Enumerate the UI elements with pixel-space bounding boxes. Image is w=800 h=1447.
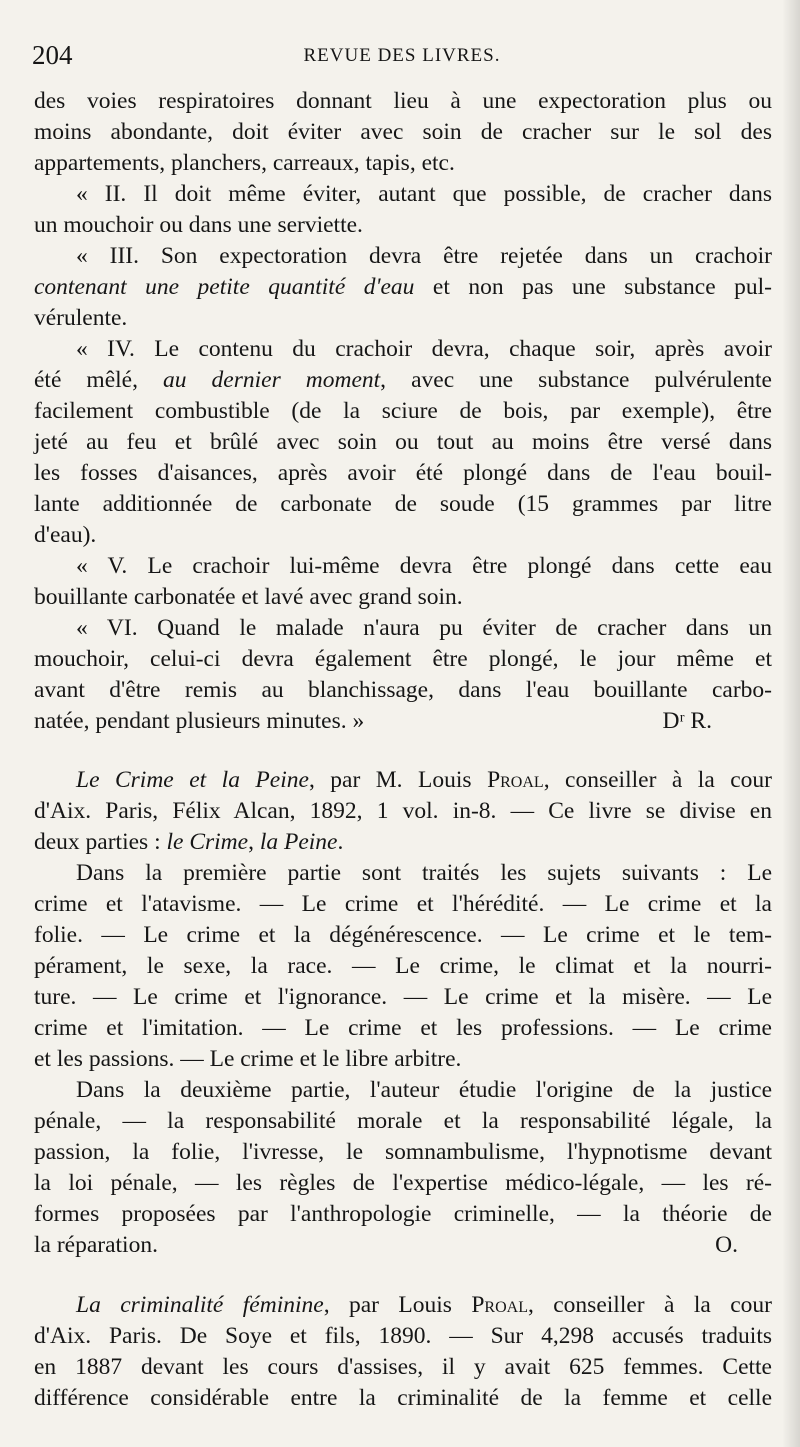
italic-phrase: la Peine: [259, 829, 338, 855]
text-line: formes proposées par l'anthropologie criminelle, — la théorie de: [34, 1201, 772, 1227]
text-span: la réparation.: [34, 1232, 158, 1258]
text-span: , par M. Louis: [308, 767, 488, 793]
text-span: , conseiller à la cour: [527, 1292, 772, 1318]
text-line: « IV. Le contenu du crachoir devra, chaque soir, après avoir: [76, 336, 772, 362]
text-line: [34, 365, 772, 396]
text-line: « II. Il doit même éviter, autant que possible, de cracher dans: [76, 181, 772, 207]
author-signature: Dʳ R.: [662, 708, 712, 734]
text-line: d'eau).: [34, 522, 97, 548]
text-line: en 1887 devant les cours d'assises, il y avait 625 femmes. Cette: [34, 1354, 772, 1380]
text-span: ,: [248, 829, 260, 855]
text-line: Dans la première partie sont traités les sujets suivants : Le: [76, 860, 772, 886]
text-span: .: [337, 829, 344, 855]
text-line: mouchoir, celui-ci devra également être plongé, le jour même et: [34, 646, 772, 672]
text-line: ture. — Le crime et l'ignorance. — Le crime et la misère. — Le: [34, 984, 772, 1010]
text-line: des voies respiratoires donnant lieu à une expectoration plus ou: [34, 88, 772, 114]
text-line: bouillante carbonatée et lavé avec grand soin.: [34, 584, 463, 610]
text-line: différence considérable entre la criminalité de la femme et celle: [34, 1385, 772, 1411]
text-line: crime et l'imitation. — Le crime et les professions. — Le crime: [34, 1015, 772, 1041]
text-line: pénale, — la responsabilité morale et la responsabilité légale, la: [34, 1108, 772, 1134]
italic-phrase: au dernier moment: [163, 367, 381, 393]
text-line: « V. Le crachoir lui-même devra être plongé dans cette eau: [76, 553, 772, 579]
text-line: « VI. Quand le malade n'aura pu éviter de cracher dans un: [76, 615, 772, 641]
book-title: Le Crime et la Peine: [76, 767, 309, 793]
italic-phrase: le Crime: [166, 829, 249, 855]
text-line: [34, 1230, 772, 1261]
text-line: avant d'être remis au blanchissage, dans l'eau bouillante carbo-: [34, 677, 772, 703]
text-line: [34, 272, 772, 303]
page-edge-shadow: [782, 0, 800, 1447]
author-name: Proal: [471, 1292, 528, 1318]
text-line: [34, 706, 772, 737]
text-line: lante additionnée de carbonate de soude (15 grammes par litre: [34, 491, 772, 517]
text-line: [34, 827, 772, 858]
review-heading-line: [76, 1290, 772, 1321]
text-line: appartements, planchers, carreaux, tapis, etc.: [34, 150, 455, 176]
text-line: vérulente.: [34, 305, 128, 331]
text-line: la loi pénale, — les règles de l'expertise médico-légale, — les ré-: [34, 1170, 772, 1196]
page-header: [32, 40, 772, 76]
text-line: Dans la deuxième partie, l'auteur étudie l'origine de la justice: [76, 1077, 772, 1103]
text-line: folie. — Le crime et la dégénérescence. — Le crime et le tem-: [34, 922, 772, 948]
review-heading-line: [76, 765, 772, 796]
author-signature: O.: [715, 1232, 738, 1258]
text-line: « III. Son expectoration devra être rejetée dans un crachoir: [76, 243, 772, 269]
text-line: moins abondante, doit éviter avec soin de cracher sur le sol des: [34, 119, 772, 145]
book-title: La criminalité féminine: [76, 1292, 324, 1318]
text-line: d'Aix. Paris. De Soye et fils, 1890. — Sur 4,298 accusés traduits: [34, 1323, 772, 1349]
text-line: jeté au feu et brûlé avec soin ou tout au moins être versé dans: [34, 429, 772, 455]
text-line: pérament, le sexe, la race. — Le crime, le climat et la nourri-: [34, 953, 772, 979]
page-number: 204: [32, 40, 73, 70]
text-span: été mêlé,: [34, 367, 164, 393]
text-line: facilement combustible (de la sciure de bois, par exemple), être: [34, 398, 772, 424]
text-line: passion, la folie, l'ivresse, le somnambulisme, l'hypnotisme devant: [34, 1139, 772, 1165]
text-span: , conseiller à la cour: [543, 767, 773, 793]
text-span: , avec une substance pulvérulente: [380, 367, 772, 393]
text-span: et non pas une substance pul-: [414, 274, 772, 300]
text-line: les fosses d'aisances, après avoir été plongé dans de l'eau bouil-: [34, 460, 772, 486]
text-span: , par Louis: [323, 1292, 472, 1318]
text-line: un mouchoir ou dans une serviette.: [34, 212, 363, 238]
text-span: natée, pendant plusieurs minutes. »: [34, 708, 365, 734]
author-name: Proal: [487, 767, 544, 793]
running-title: REVUE DES LIVRES.: [303, 45, 501, 66]
text-span: deux parties :: [34, 829, 167, 855]
text-line: crime et l'atavisme. — Le crime et l'hérédité. — Le crime et la: [34, 891, 772, 917]
italic-phrase: contenant une petite quantité d'eau: [34, 274, 415, 300]
text-line: et les passions. — Le crime et le libre arbitre.: [34, 1046, 462, 1072]
text-line: d'Aix. Paris, Félix Alcan, 1892, 1 vol. in-8. — Ce livre se divise en: [34, 798, 772, 824]
